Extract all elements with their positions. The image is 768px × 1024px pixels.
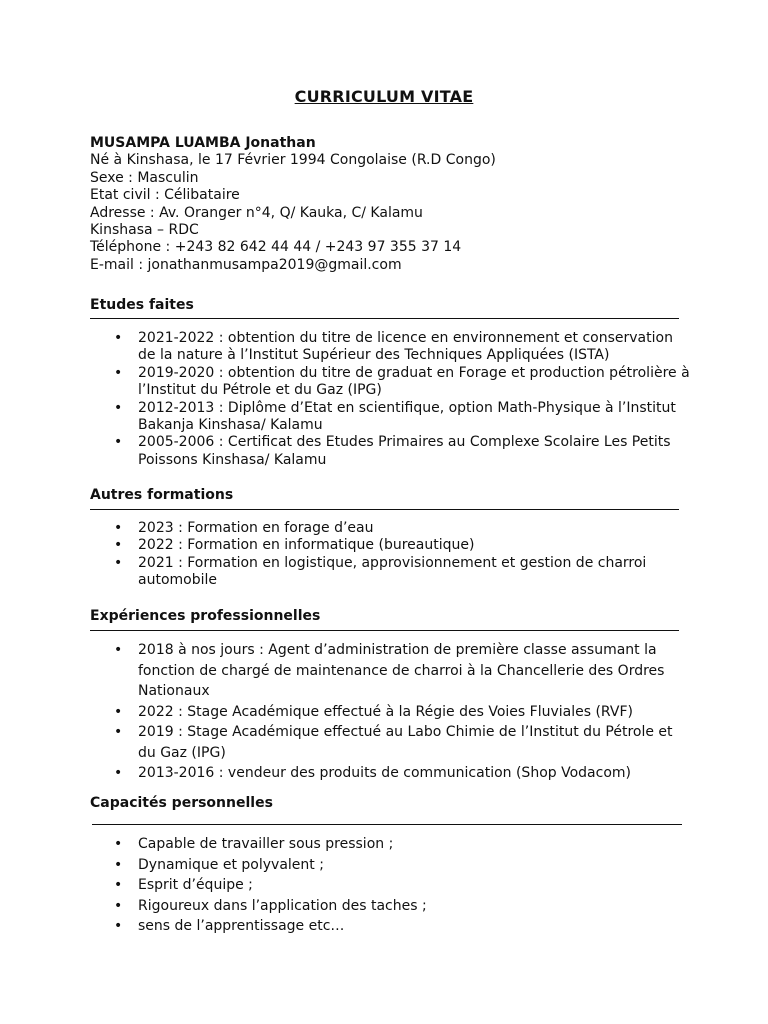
bullet-icon: • <box>114 918 123 934</box>
bullet-icon: • <box>114 856 123 873</box>
section-heading-capacites: Capacités personnelles <box>90 795 273 811</box>
list-item-line: Capable de travailler sous pression ; <box>138 836 394 852</box>
identity-block <box>90 135 690 274</box>
list-item-line: 2023 : Formation en forage d’eau <box>138 520 374 536</box>
list-item <box>90 916 690 937</box>
bullet-icon: • <box>114 399 123 416</box>
section-rule-experiences <box>90 630 679 631</box>
list-item-line: Nationaux <box>138 683 210 699</box>
list-item-line: 2013-2016 : vendeur des produits de communication (Shop Vodacom) <box>138 765 631 781</box>
list-item-line: 2005-2006 : Certificat des Etudes Primaires au Complexe Scolaire Les Petits <box>138 434 671 451</box>
list-formations <box>90 520 690 590</box>
birth-info: Né à Kinshasa, le 17 Février 1994 Congolaise (R.D Congo) <box>90 152 496 169</box>
bullet-icon: • <box>114 537 123 554</box>
bullet-icon: • <box>114 554 123 571</box>
list-item <box>90 555 690 590</box>
list-item <box>90 365 690 400</box>
bullet-icon: • <box>114 836 123 852</box>
document-title: CURRICULUM VITAE <box>294 87 474 106</box>
city-line: Kinshasa – RDC <box>90 222 199 239</box>
list-item-line: 2021-2022 : obtention du titre de licence en environnement et conservation <box>138 330 673 346</box>
bullet-icon: • <box>114 330 123 346</box>
section-rule-formations <box>90 509 679 510</box>
list-item-line: 2019-2020 : obtention du titre de graduat en Forage et production pétrolière à <box>138 364 690 381</box>
list-item-line: l’Institut du Pétrole et du Gaz (IPG) <box>138 382 382 399</box>
list-item <box>90 330 690 365</box>
list-item-line: automobile <box>138 572 217 589</box>
list-item-line: de la nature à l’Institut Supérieur des Techniques Appliquées (ISTA) <box>138 347 610 364</box>
list-item <box>90 400 690 435</box>
section-rule-capacites <box>92 824 682 825</box>
section-heading-etudes: Etudes faites <box>90 297 194 313</box>
list-item-line: 2012-2013 : Diplôme d’Etat en scientifique, option Math-Physique à l’Institut <box>138 399 676 416</box>
list-item <box>90 875 690 896</box>
section-heading-experiences: Expériences professionnelles <box>90 608 321 624</box>
person-name: MUSAMPA LUAMBA Jonathan <box>90 135 316 151</box>
bullet-icon: • <box>114 724 123 740</box>
list-item-line: sens de l’apprentissage etc… <box>138 918 345 934</box>
section-rule-etudes <box>90 318 679 319</box>
list-item-line: fonction de chargé de maintenance de charroi à la Chancellerie des Ordres <box>138 662 665 679</box>
list-item <box>90 537 690 554</box>
list-item <box>90 896 690 917</box>
email-line: E-mail : jonathanmusampa2019@gmail.com <box>90 256 402 273</box>
list-item-line: 2022 : Stage Académique effectué à la Régie des Voies Fluviales (RVF) <box>138 703 633 720</box>
sex-info: Sexe : Masculin <box>90 169 199 186</box>
bullet-icon: • <box>114 364 123 381</box>
list-item <box>90 855 690 876</box>
list-item-line: Esprit d’équipe ; <box>138 877 253 893</box>
bullet-icon: • <box>114 434 123 451</box>
list-item-line: Poissons Kinshasa/ Kalamu <box>138 451 327 468</box>
list-item <box>90 434 690 469</box>
list-item-line: 2019 : Stage Académique effectué au Labo Chimie de l’Institut du Pétrole et <box>138 724 673 740</box>
list-item-line: Rigoureux dans l’application des taches ; <box>138 897 427 914</box>
list-item-line: Dynamique et polyvalent ; <box>138 856 324 873</box>
list-item-line: 2018 à nos jours : Agent d’administration de première classe assumant la <box>138 642 657 658</box>
list-item <box>90 520 690 537</box>
list-item-line: Bakanja Kinshasa/ Kalamu <box>138 417 323 434</box>
list-item-line: 2022 : Formation en informatique (bureautique) <box>138 537 475 554</box>
list-item-line: 2021 : Formation en logistique, approvisionnement et gestion de charroi <box>138 554 647 571</box>
list-item <box>90 722 690 763</box>
list-item <box>90 763 690 784</box>
phone-line: Téléphone : +243 82 642 44 44 / +243 97 355 37 14 <box>90 239 462 256</box>
civil-status: Etat civil : Célibataire <box>90 187 240 204</box>
bullet-icon: • <box>114 703 123 720</box>
list-etudes <box>90 330 690 469</box>
bullet-icon: • <box>114 877 123 893</box>
bullet-icon: • <box>114 897 123 914</box>
bullet-icon: • <box>114 765 123 781</box>
bullet-icon: • <box>114 642 123 658</box>
list-experiences <box>90 640 690 784</box>
list-item-line: du Gaz (IPG) <box>138 744 226 761</box>
bullet-icon: • <box>114 520 123 536</box>
list-capacites <box>90 834 690 937</box>
list-item <box>90 702 690 723</box>
section-heading-formations: Autres formations <box>90 487 234 503</box>
list-item <box>90 640 690 702</box>
address-line: Adresse : Av. Oranger n°4, Q/ Kauka, C/ Kalamu <box>90 204 423 221</box>
list-item <box>90 834 690 855</box>
